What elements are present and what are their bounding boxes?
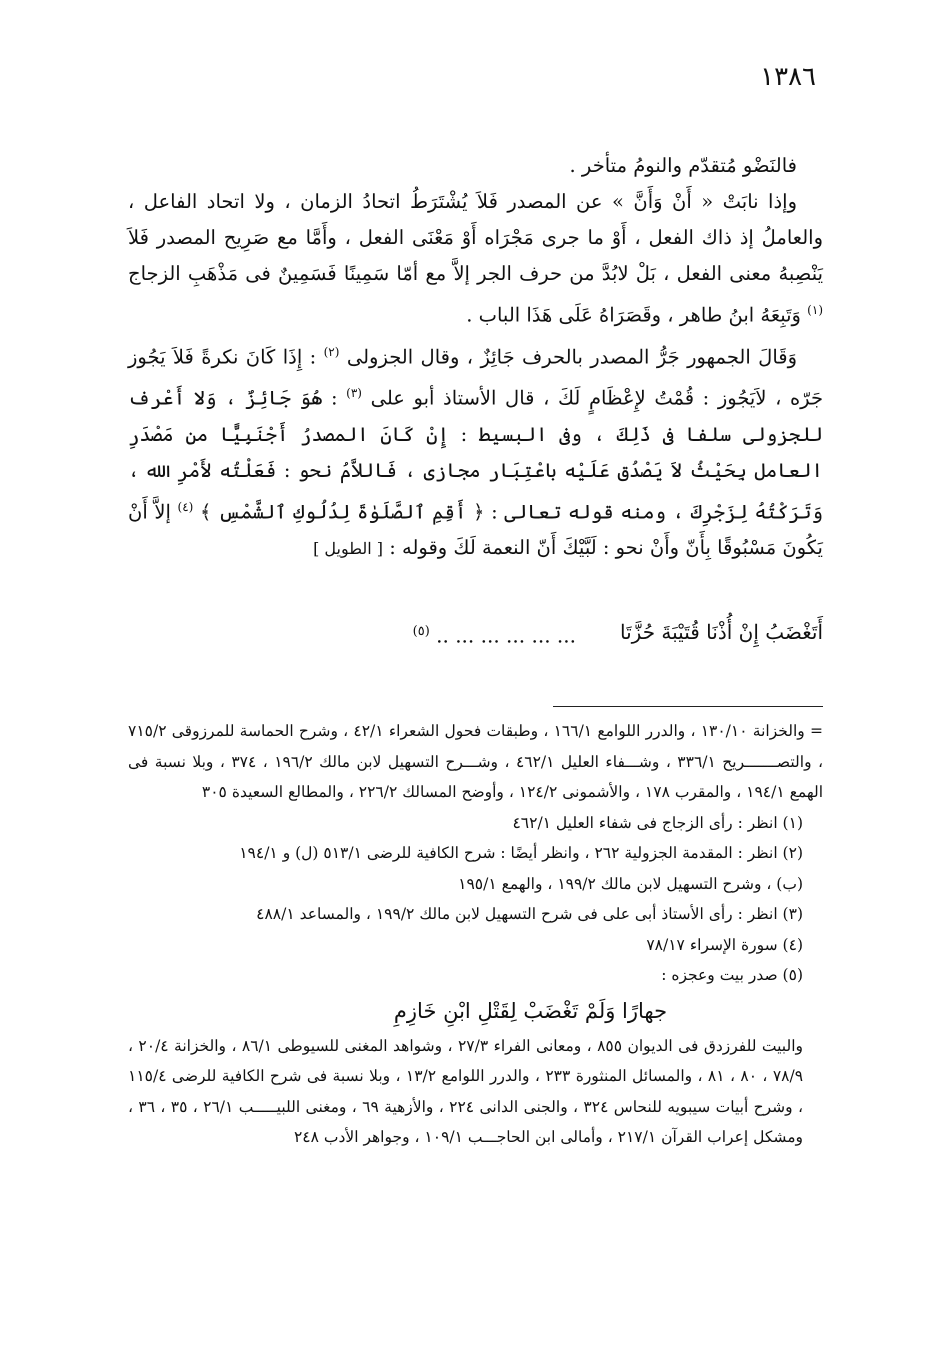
footnote-ref-3: (٣) — [346, 386, 362, 400]
footnote-ref-5: (٥) — [412, 624, 430, 639]
footnote-ref-1: (١) — [807, 303, 823, 317]
footnote-4: (٤) سورة الإسراء ٧٨/١٧ — [646, 935, 803, 954]
paragraph-2-text: وإذا نابَتْ « أَنْ وَأَنَّ » عن المصدر فَلاَ يُشْتَرَطُ اتحادُ الزمان ، ولا اتحاد الفاعل ، والعاملُ إذ ذاك الفعل ، أَوْ ما جرى مَجْرَاه أَوْ مَعْنَى الفعل ، وأَمَّا مع صَرِيح المصدر فَلاَ يَنْصِبهُ معنى الفعل ، بَلْ لابُدَّ من حرف الجر إلاَّ مع أمّا سَمِينًا فَسَمِينٌ فى مَذْهَبِ الزجاج — [128, 190, 823, 285]
meter-label: [ الطويل ] — [313, 539, 384, 558]
poem-verse — [128, 614, 823, 654]
quran-verse: ﴿ أَقِمِ ٱلصَّلَوٰةَ لِدُلُوكِ ٱلشَّمْسِ ﴾ — [199, 500, 485, 523]
footnote-ref-4: (٤) — [177, 499, 194, 514]
footnote-continuation: = والخزانة ١٣٠/١٠ ، والدرر اللوامع ١٦٦/١ ، وطبقات فحول الشعراء ٤٢/١ ، وشرح الحماسة للمرزوقى ٧١٥/٢ ، والتصـــــــريح ٣٣٦/١ ، وشـــفاء العليل ٤٦٢/١ ، وشـــرح التسهيل لابن مالك ١٩٦/٢ ، ٣٧٤ ، وبلا نسبة فى الهمع ١٩٤/١ ، والمقرب ١٧٨ ، والأشمونى ١٢٤/٢ ، وأوضح المسالك ٢٢٦/٢ ، والمطالع السعيدة ٣٠٥ — [128, 722, 824, 801]
verse-hemistich: أَتَغْضَبُ إِنْ أُذْنَا قُتَيْبَةَ حُزَّتَا — [620, 620, 823, 644]
footnote-2-continued: (ب) ، وشرح التسهيل لابن مالك ١٩٩/٢ ، والهمع ١٩٥/١ — [458, 874, 803, 893]
paragraph-2 — [128, 184, 823, 334]
footnote-5-verse: جهارًا وَلَمْ تَغْضَبْ لِقَتْلِ ابْنِ خَازِمِ — [393, 998, 668, 1023]
paragraph-3-part-a: وَقَالَ الجمهور جَرُّ المصدر بالحرف جَائِزٌ ، وقال الجزولى — [346, 345, 797, 368]
footnote-2: (٢) انظر : المقدمة الجزولية ٢٦٢ ، وانظر أيضًا : شرح الكافية للرضى ٥١٣/١ (ل) و ١٩٤/١ — [239, 844, 803, 862]
paragraph-3 — [128, 334, 823, 568]
paragraph-3-part-b: : إِذَا كَانَ نكرةً فَلاَ يَجُوز جَرّه ، لاَيَجُوز : قُمْتُ لإِعْظَامٍ لَكَ ، قال الأستاذ أبو على — [128, 345, 823, 410]
footnote-3: (٣) انظر : رأى الأستاذ أبى على فى شرح التسهيل لابن مالك ١٩٩/٢ ، والمساعد ٤٨٨/١ — [256, 905, 803, 923]
footnote-5-sources: والبيت للفرزدق فى الديوان ٨٥٥ ، ومعانى الفراء ٢٧/٣ ، وشواهد المغنى للسيوطى ٨٦/١ ، والخزانة ٢٠/٤ ، ٧٨/٩ ، ٨٠ ، ٨١ ، والمسائل المنثورة ٢٣٣ ، والدرر اللوامع ١٣/٢ ، وبلا نسبة فى شرح الكافية للرضى ١١٥/٤ ، وشرح أبيات سيبويه للنحاس ٣٢٤ ، والجنى الدانى ٢٢٤ ، والأزهية ٦٩ ، ومغنى اللبيـــــب ٢٦/١ ، ٣٥ ، ٣٦ ، ومشكل إعراب القرآن ٢١٧/١ ، وأمالى ابن الحاجـــب ١٠٩/١ ، وجواهر الأدب ٢٤٨ — [128, 1036, 804, 1146]
footnote-divider — [553, 706, 823, 707]
paragraph-3-part-c: : هُوَ جَائِزٌ ، وَلا أَعْرف للجزولى سلفا فى ذَلِكَ ، وفى البسيط : إِنْ كَانَ المصدرُ أَجْنَبِيًّا من مَصْدَرِ العامل بِحَيْثُ لاَ يَصْدُق عَلَيْه باعْتِبَار مجازى ، فَاللاَّمُ نحو : فَعَلْتُه لأَمْرِ الله ، وَتَرَكْتُهُ لِزَجْرِكَ ، ومنه قوله تعالى : — [128, 386, 824, 523]
paragraph-3-part-d: إلاَّ أَنْ يَكُونَ مَسْبُوقًا بِأَنّ وأَنْ نحو : لَبَّيْكَ أَنّ النعمة لَكَ وقوله : — [128, 500, 823, 559]
footnotes — [128, 716, 823, 1153]
footnote-1: (١) انظر : رأى الزجاج فى شفاء العليل ٤٦٢/١ — [512, 813, 803, 832]
page-number: ١٣٨٦ — [760, 62, 816, 92]
paragraph-2-tail: وَتَبِعَهُ ابنُ طاهر ، وقَصَرَاهُ عَلَى هَذَا الباب . — [466, 303, 801, 327]
paragraph-1: فالنَضْو مُتقدّم والنومُ متأخر . — [569, 154, 797, 177]
footnote-5: (٥) صدر بيت وعجزه : — [661, 966, 803, 984]
verse-dots: ... ... ... ... ... .. — [436, 623, 576, 648]
main-body — [128, 148, 823, 567]
footnote-ref-2: (٢) — [323, 344, 340, 359]
verse-ellipsis — [413, 614, 576, 654]
